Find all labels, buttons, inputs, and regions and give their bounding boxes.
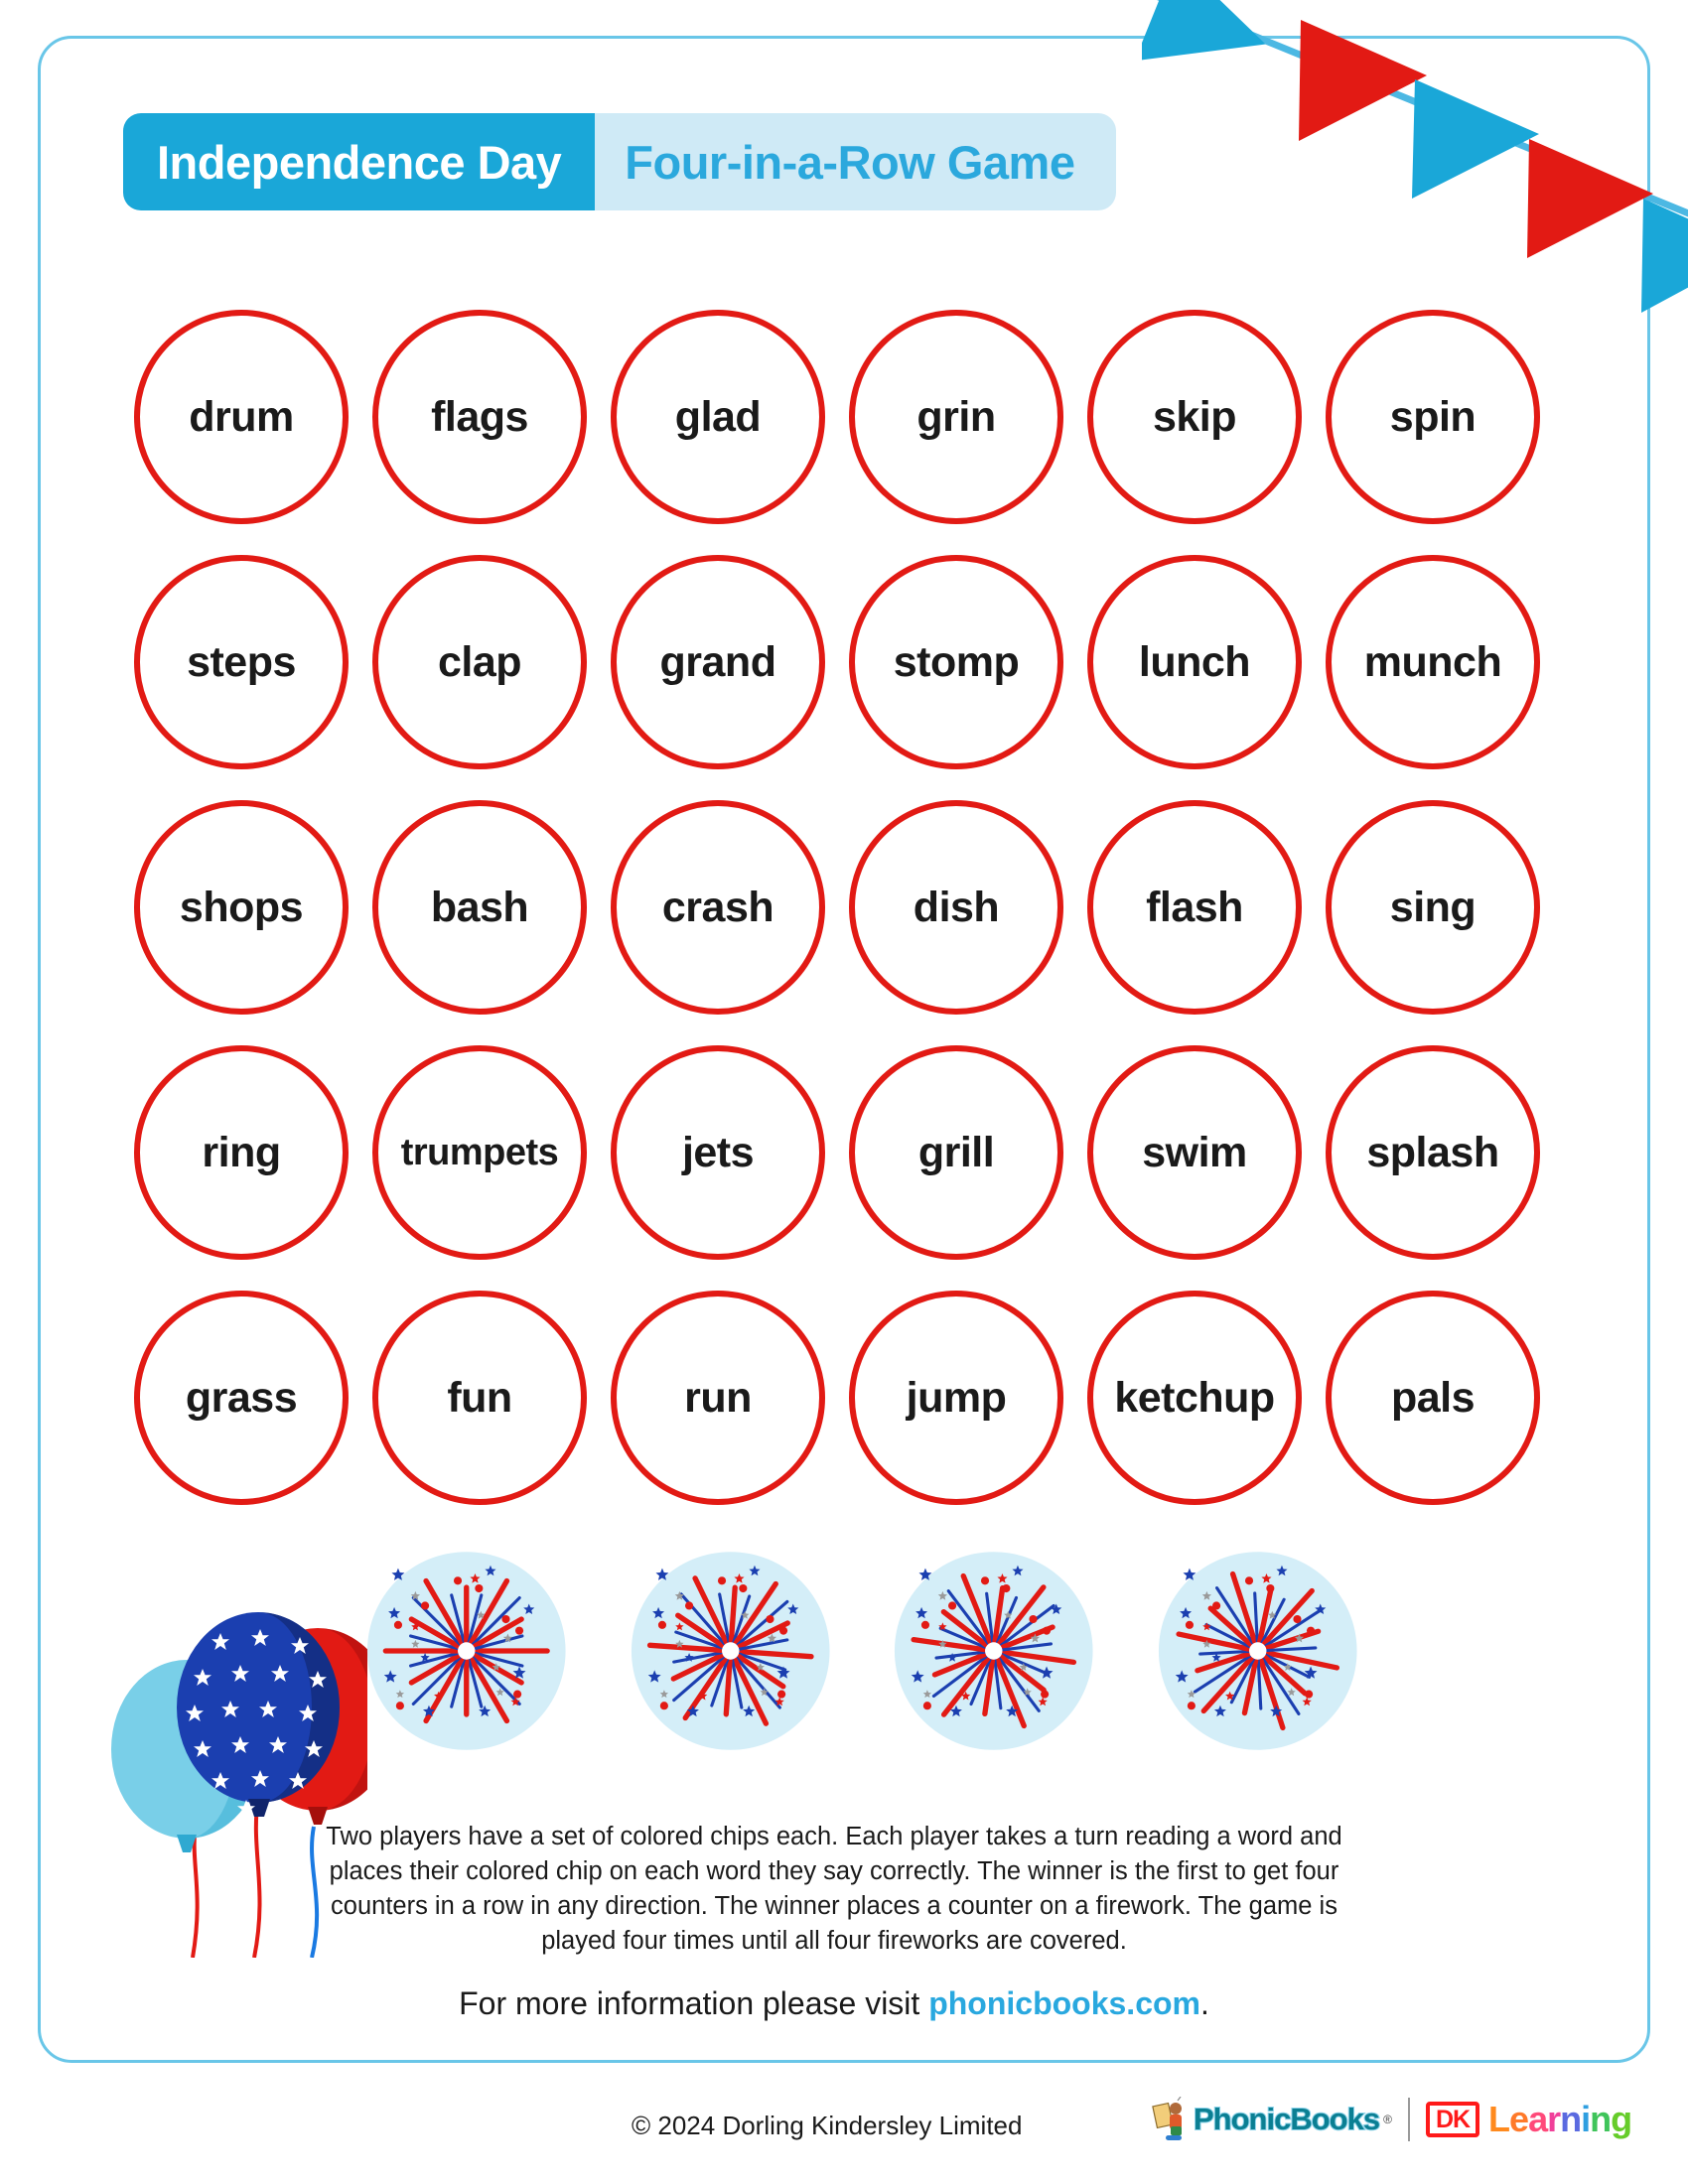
word-cell[interactable] [599,1033,837,1272]
word-label: flash [1146,883,1243,931]
word-label: grass [185,1373,298,1422]
word-chip[interactable] [849,310,1063,524]
word-label: glad [674,392,762,441]
word-label: swim [1142,1128,1247,1176]
word-grid [122,298,1552,1517]
word-label: steps [187,637,296,686]
word-cell[interactable] [1075,1279,1314,1517]
word-chip[interactable] [611,310,825,524]
word-cell[interactable] [1075,788,1314,1026]
word-chip[interactable] [1326,1291,1540,1505]
word-cell[interactable] [360,1033,599,1272]
copyright-text: © 2024 Dorling Kindersley Limited [632,2111,1023,2140]
word-chip[interactable] [372,800,587,1015]
word-chip[interactable] [1087,555,1302,769]
word-chip[interactable] [611,800,825,1015]
word-chip[interactable] [849,555,1063,769]
word-chip[interactable] [134,555,349,769]
dk-learning-logo [1426,2099,1632,2139]
word-chip[interactable] [1087,310,1302,524]
phonicbooks-logo [1152,2097,1392,2142]
word-cell[interactable] [837,1279,1075,1517]
word-chip[interactable] [372,1045,587,1260]
word-chip[interactable] [134,310,349,524]
phonicbooks-character-icon [1152,2097,1190,2142]
word-cell[interactable] [122,298,360,536]
word-chip[interactable] [611,555,825,769]
visit-line [298,1985,1370,2022]
word-chip[interactable] [134,1045,349,1260]
title-primary-label: Independence Day [157,135,562,189]
word-cell[interactable] [360,543,599,781]
word-label: grill [917,1128,995,1176]
word-chip[interactable] [1326,1045,1540,1260]
dk-learning-word: Learning [1488,2099,1632,2139]
word-cell[interactable] [122,1279,360,1517]
word-cell[interactable] [837,298,1075,536]
word-label: clap [437,637,522,686]
word-cell[interactable] [1314,1033,1552,1272]
word-label: flags [431,392,528,441]
word-label: grin [916,392,996,441]
page-title [123,113,1116,210]
word-chip[interactable] [849,1291,1063,1505]
phonicbooks-logo-text: PhonicBooks [1194,2102,1380,2136]
phonicbooks-link[interactable]: phonicbooks.com [928,1985,1200,2021]
word-cell[interactable] [837,788,1075,1026]
word-cell[interactable] [1314,298,1552,536]
word-chip[interactable] [372,555,587,769]
word-chip[interactable] [1326,555,1540,769]
word-chip[interactable] [372,310,587,524]
word-label: crash [661,883,774,931]
footer-logos [1152,2097,1631,2142]
word-chip[interactable] [1087,1291,1302,1505]
title-secondary-badge [595,113,1116,210]
word-label: fun [447,1373,512,1422]
word-cell[interactable] [1314,543,1552,781]
word-label: skip [1152,392,1237,441]
word-label: stomp [893,637,1020,686]
word-chip[interactable] [134,800,349,1015]
word-cell[interactable] [599,298,837,536]
word-cell[interactable] [599,1279,837,1517]
page-footer [0,2093,1688,2168]
word-label: shops [179,883,304,931]
word-label: drum [189,392,294,441]
word-chip[interactable] [849,800,1063,1015]
firework-row [365,1547,1358,1755]
word-cell[interactable] [360,788,599,1026]
word-chip[interactable] [134,1291,349,1505]
word-label: ring [202,1128,281,1176]
firework-icon[interactable] [893,1547,1095,1755]
dk-badge: DK [1426,2102,1479,2137]
firework-icon[interactable] [630,1547,832,1755]
word-cell[interactable] [122,543,360,781]
word-cell[interactable] [1075,298,1314,536]
word-label: ketchup [1114,1373,1275,1422]
word-label: dish [913,883,1000,931]
word-label: bash [430,883,529,931]
word-cell[interactable] [1314,788,1552,1026]
word-label: jump [906,1373,1007,1422]
word-chip[interactable] [1087,1045,1302,1260]
word-label: munch [1363,637,1502,686]
word-chip[interactable] [372,1291,587,1505]
visit-suffix: . [1199,1985,1209,2021]
title-primary-badge [123,113,595,210]
word-chip[interactable] [1087,800,1302,1015]
firework-icon[interactable] [1157,1547,1359,1755]
word-chip[interactable] [611,1291,825,1505]
word-cell[interactable] [360,1279,599,1517]
word-cell[interactable] [837,1033,1075,1272]
word-label: lunch [1138,637,1251,686]
word-cell[interactable] [122,788,360,1026]
logo-divider [1408,2098,1410,2141]
word-label: spin [1389,392,1477,441]
registered-mark: ® [1383,2113,1392,2126]
word-label: sing [1389,883,1477,931]
word-label: trumpets [400,1132,559,1173]
word-chip[interactable] [849,1045,1063,1260]
word-label: jets [681,1128,755,1176]
word-cell[interactable] [1314,1279,1552,1517]
word-cell[interactable] [122,1033,360,1272]
word-label: grand [659,637,776,686]
word-cell[interactable] [599,788,837,1026]
word-cell[interactable] [1075,1033,1314,1272]
word-chip[interactable] [1326,800,1540,1015]
visit-prefix: For more information please visit [459,1985,929,2021]
word-label: splash [1366,1128,1499,1176]
word-label: pals [1390,1373,1476,1422]
word-label: run [684,1373,752,1422]
instructions-text: Two players have a set of colored chips each. Each player takes a turn reading a word and places their colored chip on each word they say correctly. The winner is the first to get four counters in a row in any direction. The winner places a counter on a firework. The game is played four times until all four fireworks are covered. [326,1823,1342,1955]
title-secondary-label: Four-in-a-Row Game [625,135,1075,189]
firework-icon[interactable] [365,1547,568,1755]
word-cell[interactable] [1075,543,1314,781]
word-chip[interactable] [611,1045,825,1260]
word-cell[interactable] [360,298,599,536]
word-cell[interactable] [599,543,837,781]
word-chip[interactable] [1326,310,1540,524]
word-cell[interactable] [837,543,1075,781]
